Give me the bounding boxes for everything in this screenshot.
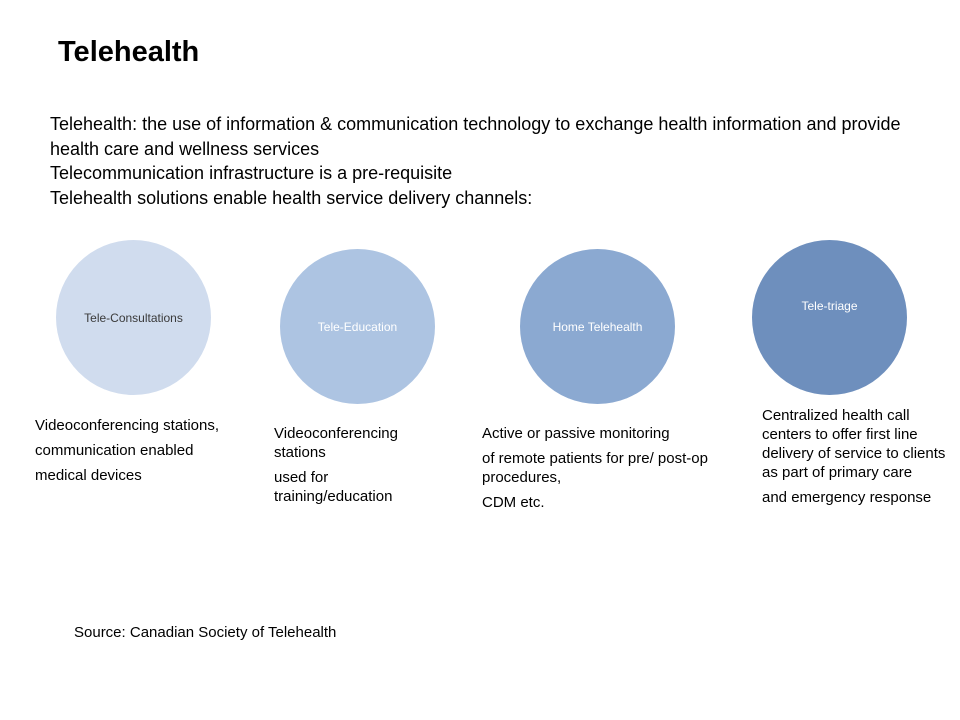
description-line: used for training/education <box>274 469 393 505</box>
channel-description-tele-consultations <box>35 416 245 485</box>
description-line: CDM etc. <box>482 494 545 511</box>
intro-text <box>50 112 950 210</box>
channel-circle-home-telehealth <box>520 249 675 404</box>
channel-label: Tele-Education <box>317 319 398 334</box>
description-line: and emergency response <box>762 489 932 506</box>
description-line: Videoconferencing stations <box>274 425 398 461</box>
channel-label: Home Telehealth <box>552 319 643 334</box>
channel-description-tele-triage <box>762 406 957 507</box>
description-line: medical devices <box>35 467 142 484</box>
intro-line-infrastructure: Telecommunication infrastructure is a pre-requisite <box>50 163 453 183</box>
description-line: Videoconferencing stations, <box>35 417 220 434</box>
channel-circle-tele-consultations <box>56 240 211 395</box>
channel-description-home-telehealth <box>482 424 732 512</box>
description-line: Active or passive monitoring <box>482 425 670 442</box>
channel-label: Tele-Consultations <box>84 310 183 325</box>
channel-circle-tele-triage <box>752 240 907 395</box>
channel-label: Tele-triage <box>801 298 858 313</box>
description-line: communication enabled <box>35 442 194 459</box>
description-line: Centralized health call centers to offer first line delivery of service to clients as part of primary care <box>762 407 946 481</box>
intro-line-definition: Telehealth: the use of information & communication technology to exchange health information and provide health care and wellness services <box>50 114 901 159</box>
channel-circle-tele-education <box>280 249 435 404</box>
source-citation: Source: Canadian Society of Telehealth <box>74 624 337 641</box>
description-line: of remote patients for pre/ post-op procedures, <box>482 450 708 486</box>
intro-line-channels: Telehealth solutions enable health service delivery channels: <box>50 187 533 208</box>
channel-description-tele-education <box>274 424 444 506</box>
slide-title: Telehealth <box>58 36 200 68</box>
